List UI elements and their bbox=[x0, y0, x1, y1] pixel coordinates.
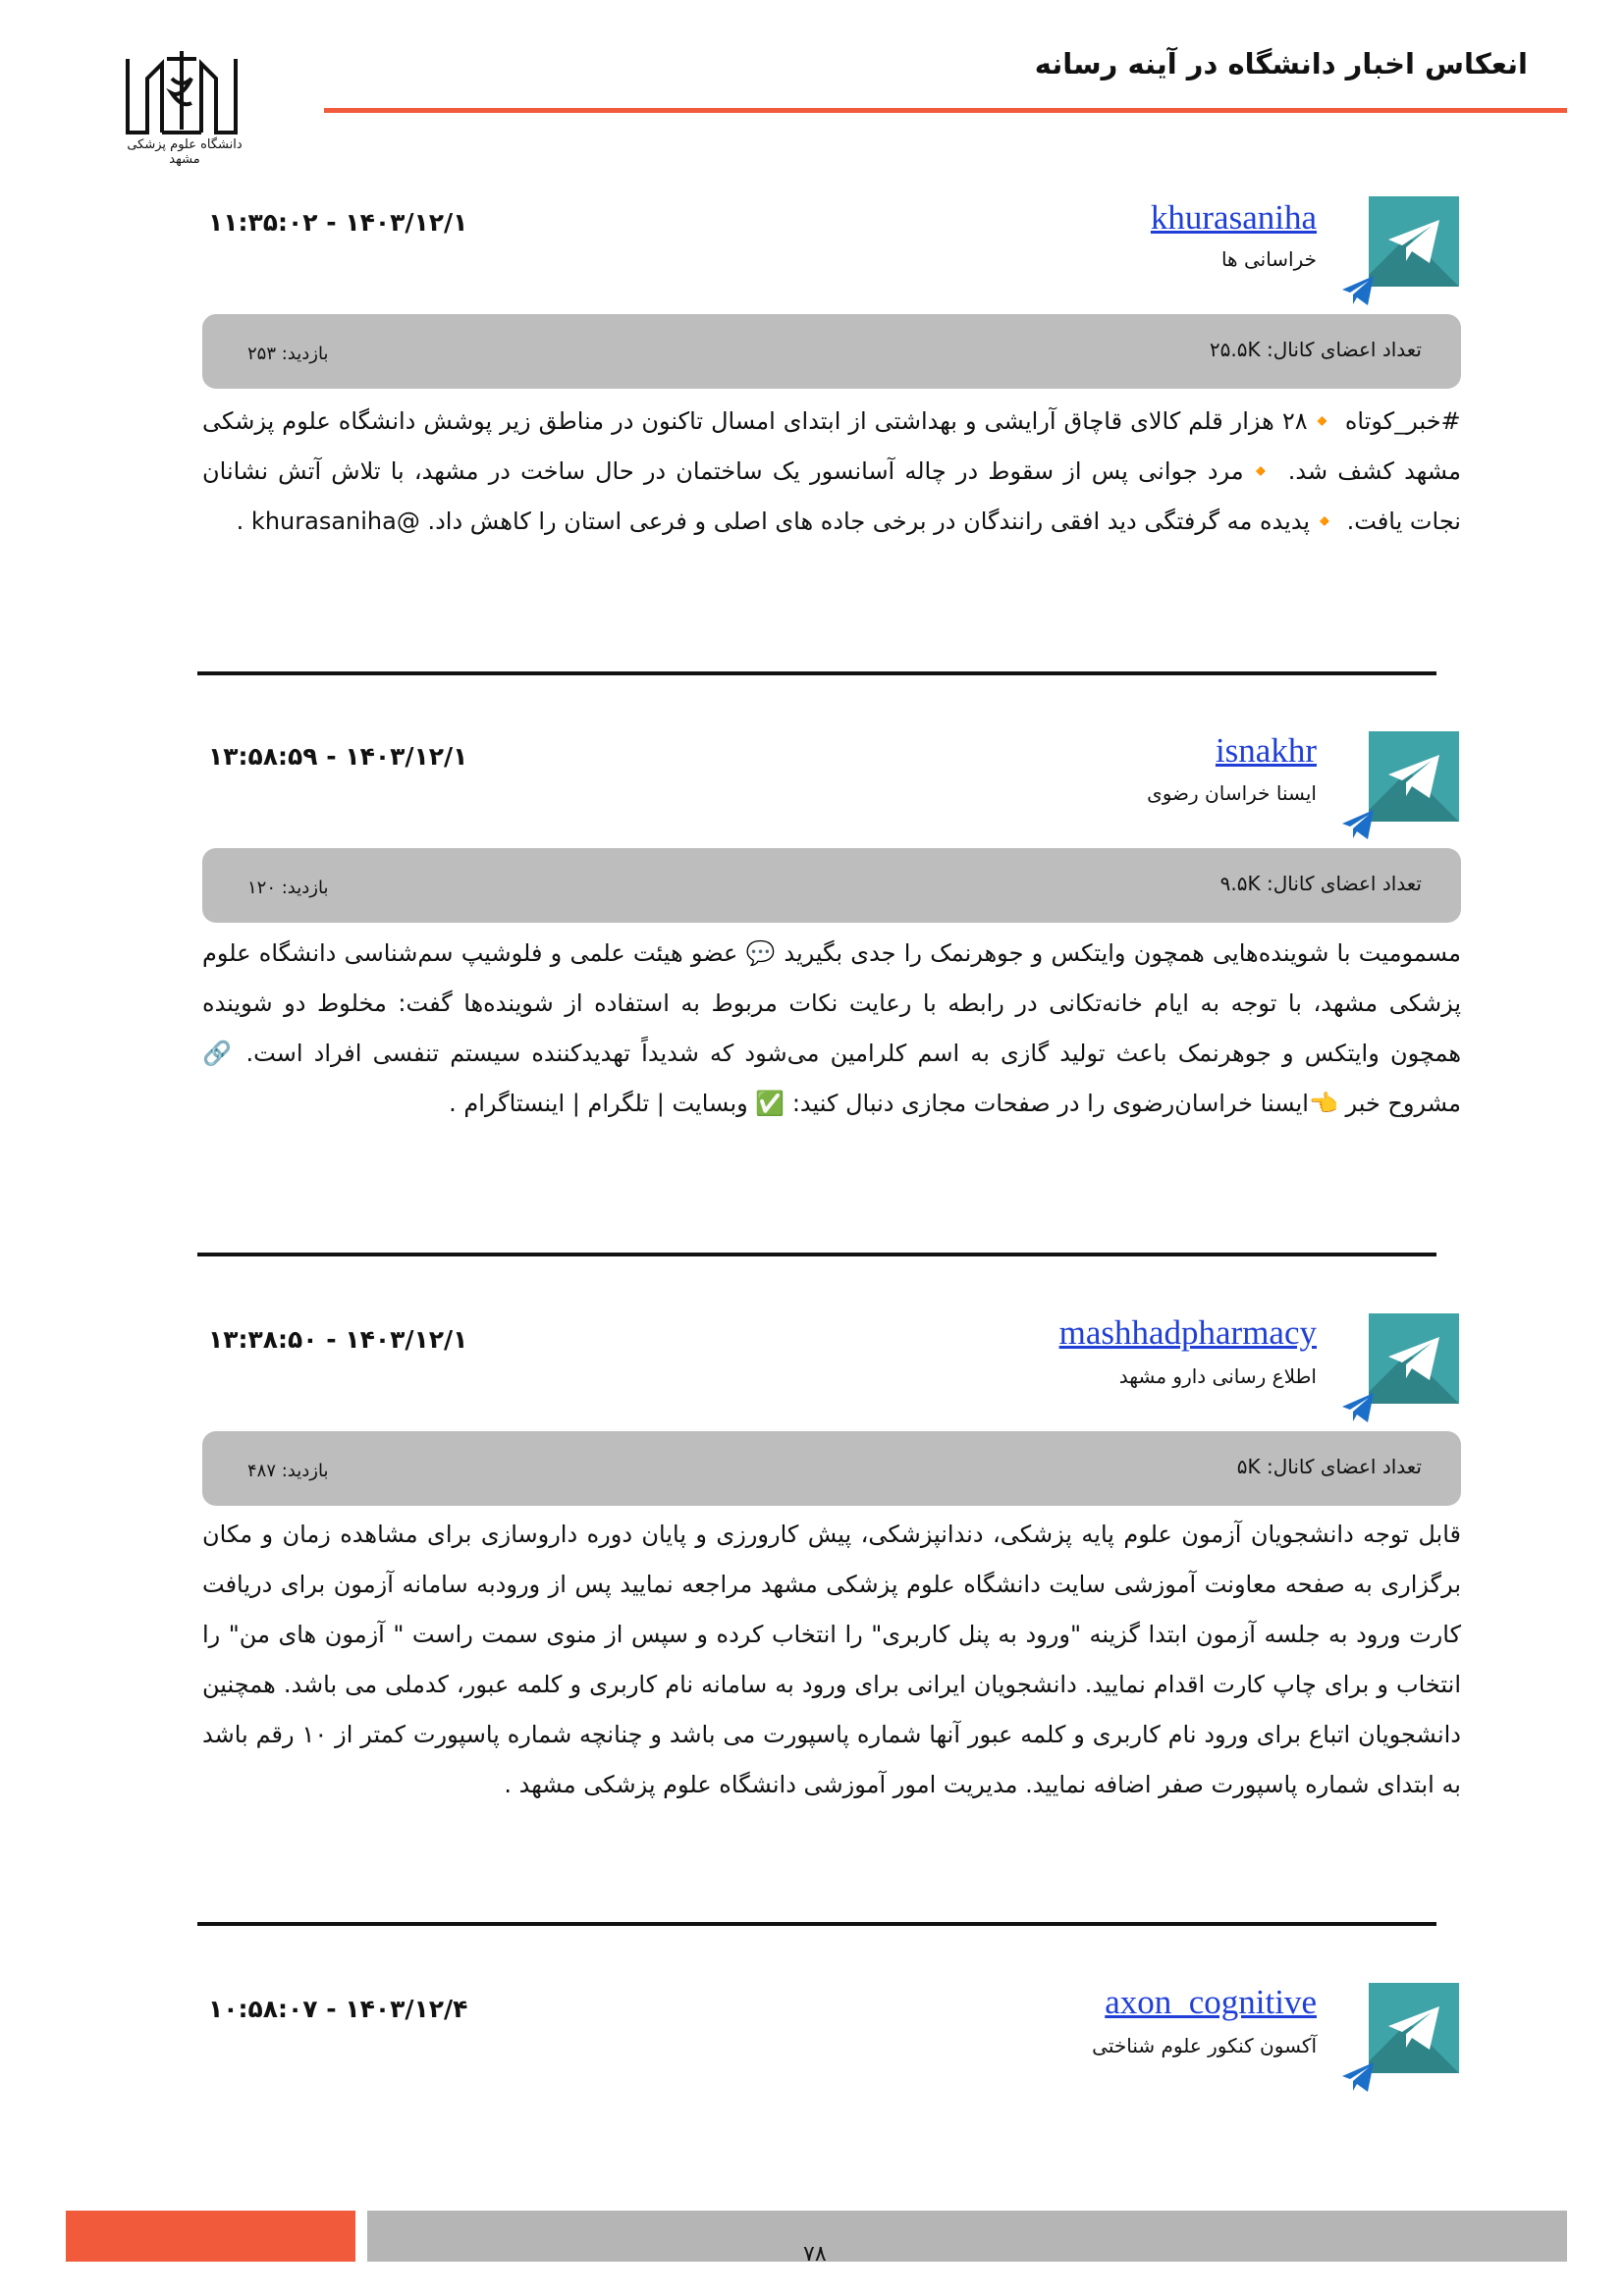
post-divider bbox=[197, 671, 1436, 675]
telegram-small-icon bbox=[1341, 1392, 1375, 1423]
post-text: #خبر_کوتاه 🔸۲۸ هزار قلم کالای قاچاق آرایشی و بهداشتی از ابتدای امسال تاکنون در مناطق زیر پوشش دانشگاه علوم پزشکی مشهد کشف شد. 🔸مرد جوانی پس از سقوط در چاله آسانسور یک ساختمان در حال ساخت در مشهد، با تلاش آتش نشانان نجات یافت. 🔸پدیده مه گرفتگی دید افقی رانندگان در برخی جاده های اصلی و فرعی استان را کاهش داد. @khurasaniha . bbox=[202, 407, 1461, 535]
members-count: تعداد اعضای کانال: ۲۵.۵K bbox=[1209, 338, 1422, 361]
channel-name: اطلاع رسانی دارو مشهد bbox=[1118, 1364, 1317, 1388]
stats-bar bbox=[202, 848, 1461, 923]
views-count: بازدید: ۴۸۷ bbox=[247, 1461, 329, 1481]
post-datetime: ۱۳:۳۸:۵۰ - ۱۴۰۳/۱۲/۱ bbox=[208, 1325, 468, 1354]
footer-accent-bar bbox=[66, 2211, 355, 2262]
telegram-small-icon bbox=[1341, 2061, 1375, 2093]
post-text: مسمومیت با شوینده‌هایی همچون وایتکس و جوهرنمک را جدی بگیرید 💬 عضو هیئت علمی و فلوشیپ سم‌شناسی دانشگاه علوم پزشکی مشهد، با توجه به ایام خانه‌تکانی در رابطه با رعایت نکات مربوط به استفاده از شوینده‌ها گفت: مخلوط دو شوینده همچون وایتکس و جوهرنمک باعث تولید گازی به اسم کلرامین می‌شود که شدیداً تهدیدکننده سیستم تنفسی افراد است. 🔗 مشروح خبر 👈ایسنا خراسان‌رضوی را در صفحات مجازی دنبال کنید: ✅ وبسایت | تلگرام | اینستاگرام . bbox=[202, 939, 1461, 1117]
telegram-icon bbox=[1369, 1313, 1459, 1404]
footer-bar bbox=[367, 2211, 1567, 2262]
post-divider bbox=[197, 1253, 1436, 1256]
telegram-icon bbox=[1369, 196, 1459, 287]
channel-name: ایسنا خراسان رضوی bbox=[1147, 781, 1317, 805]
telegram-small-icon bbox=[1341, 809, 1375, 840]
channel-link[interactable]: khurasaniha bbox=[1150, 198, 1317, 237]
telegram-small-icon bbox=[1341, 275, 1375, 306]
views-count: بازدید: ۲۵۳ bbox=[247, 344, 329, 364]
logo-caption: دانشگاه علوم پزشکی مشهد bbox=[127, 137, 243, 167]
views-count: بازدید: ۱۲۰ bbox=[247, 878, 329, 898]
members-count: تعداد اعضای کانال: ۹.۵K bbox=[1219, 872, 1422, 895]
telegram-icon bbox=[1369, 731, 1459, 822]
header-divider bbox=[324, 108, 1567, 113]
post-datetime: ۱۳:۵۸:۵۹ - ۱۴۰۳/۱۲/۱ bbox=[208, 742, 468, 771]
channel-link[interactable]: axon_cognitive bbox=[1105, 1983, 1317, 2021]
channel-link[interactable]: mashhadpharmacy bbox=[1058, 1313, 1317, 1352]
page-title: انعکاس اخبار دانشگاه در آینه رسانه bbox=[1034, 47, 1528, 80]
telegram-icon bbox=[1369, 1983, 1459, 2073]
page-number: ۷۸ bbox=[803, 2242, 827, 2267]
channel-name: خراسانی ها bbox=[1220, 247, 1317, 271]
post-datetime: ۱۰:۵۸:۰۷ - ۱۴۰۳/۱۲/۴ bbox=[208, 1995, 468, 2023]
stats-bar bbox=[202, 314, 1461, 389]
channel-link[interactable]: isnakhr bbox=[1215, 731, 1317, 770]
channel-name: آکسون کنکور علوم شناختی bbox=[1092, 2034, 1317, 2057]
post-text: قابل توجه دانشجویان آزمون علوم پایه پزشکی، دندانپزشکی، پیش کارورزی و پایان دوره داروسازی برای مشاهده زمان و مکان برگزاری به صفحه معاونت آموزشی سایت دانشگاه علوم پزشکی مشهد مراجعه نمایید پس از ورودبه سامانه آزمون برای دریافت کارت ورود به جلسه آزمون ابتدا گزینه "ورود به پنل کاربری" را انتخاب کرده و سپس از منوی سمت راست " آزمون های من" را انتخاب و برای چاپ کارت اقدام نمایید. دانشجویان ایرانی برای ورود به سامانه نام کاربری و کلمه عبور، کدملی می باشد. همچنین دانشجویان اتباع برای ورود نام کاربری و کلمه عبور آنها شماره پاسپورت می باشد و چنانچه شماره پاسپورت کمتر از ۱۰ رقم باشد به ابتدای شماره پاسپورت صفر اضافه نمایید. مدیریت امور آموزشی دانشگاه علوم پزشکی مشهد . bbox=[202, 1521, 1461, 1798]
stats-bar bbox=[202, 1431, 1461, 1506]
members-count: تعداد اعضای کانال: ۵K bbox=[1236, 1455, 1422, 1478]
post-datetime: ۱۱:۳۵:۰۲ - ۱۴۰۳/۱۲/۱ bbox=[208, 208, 468, 237]
post-divider bbox=[197, 1922, 1436, 1926]
